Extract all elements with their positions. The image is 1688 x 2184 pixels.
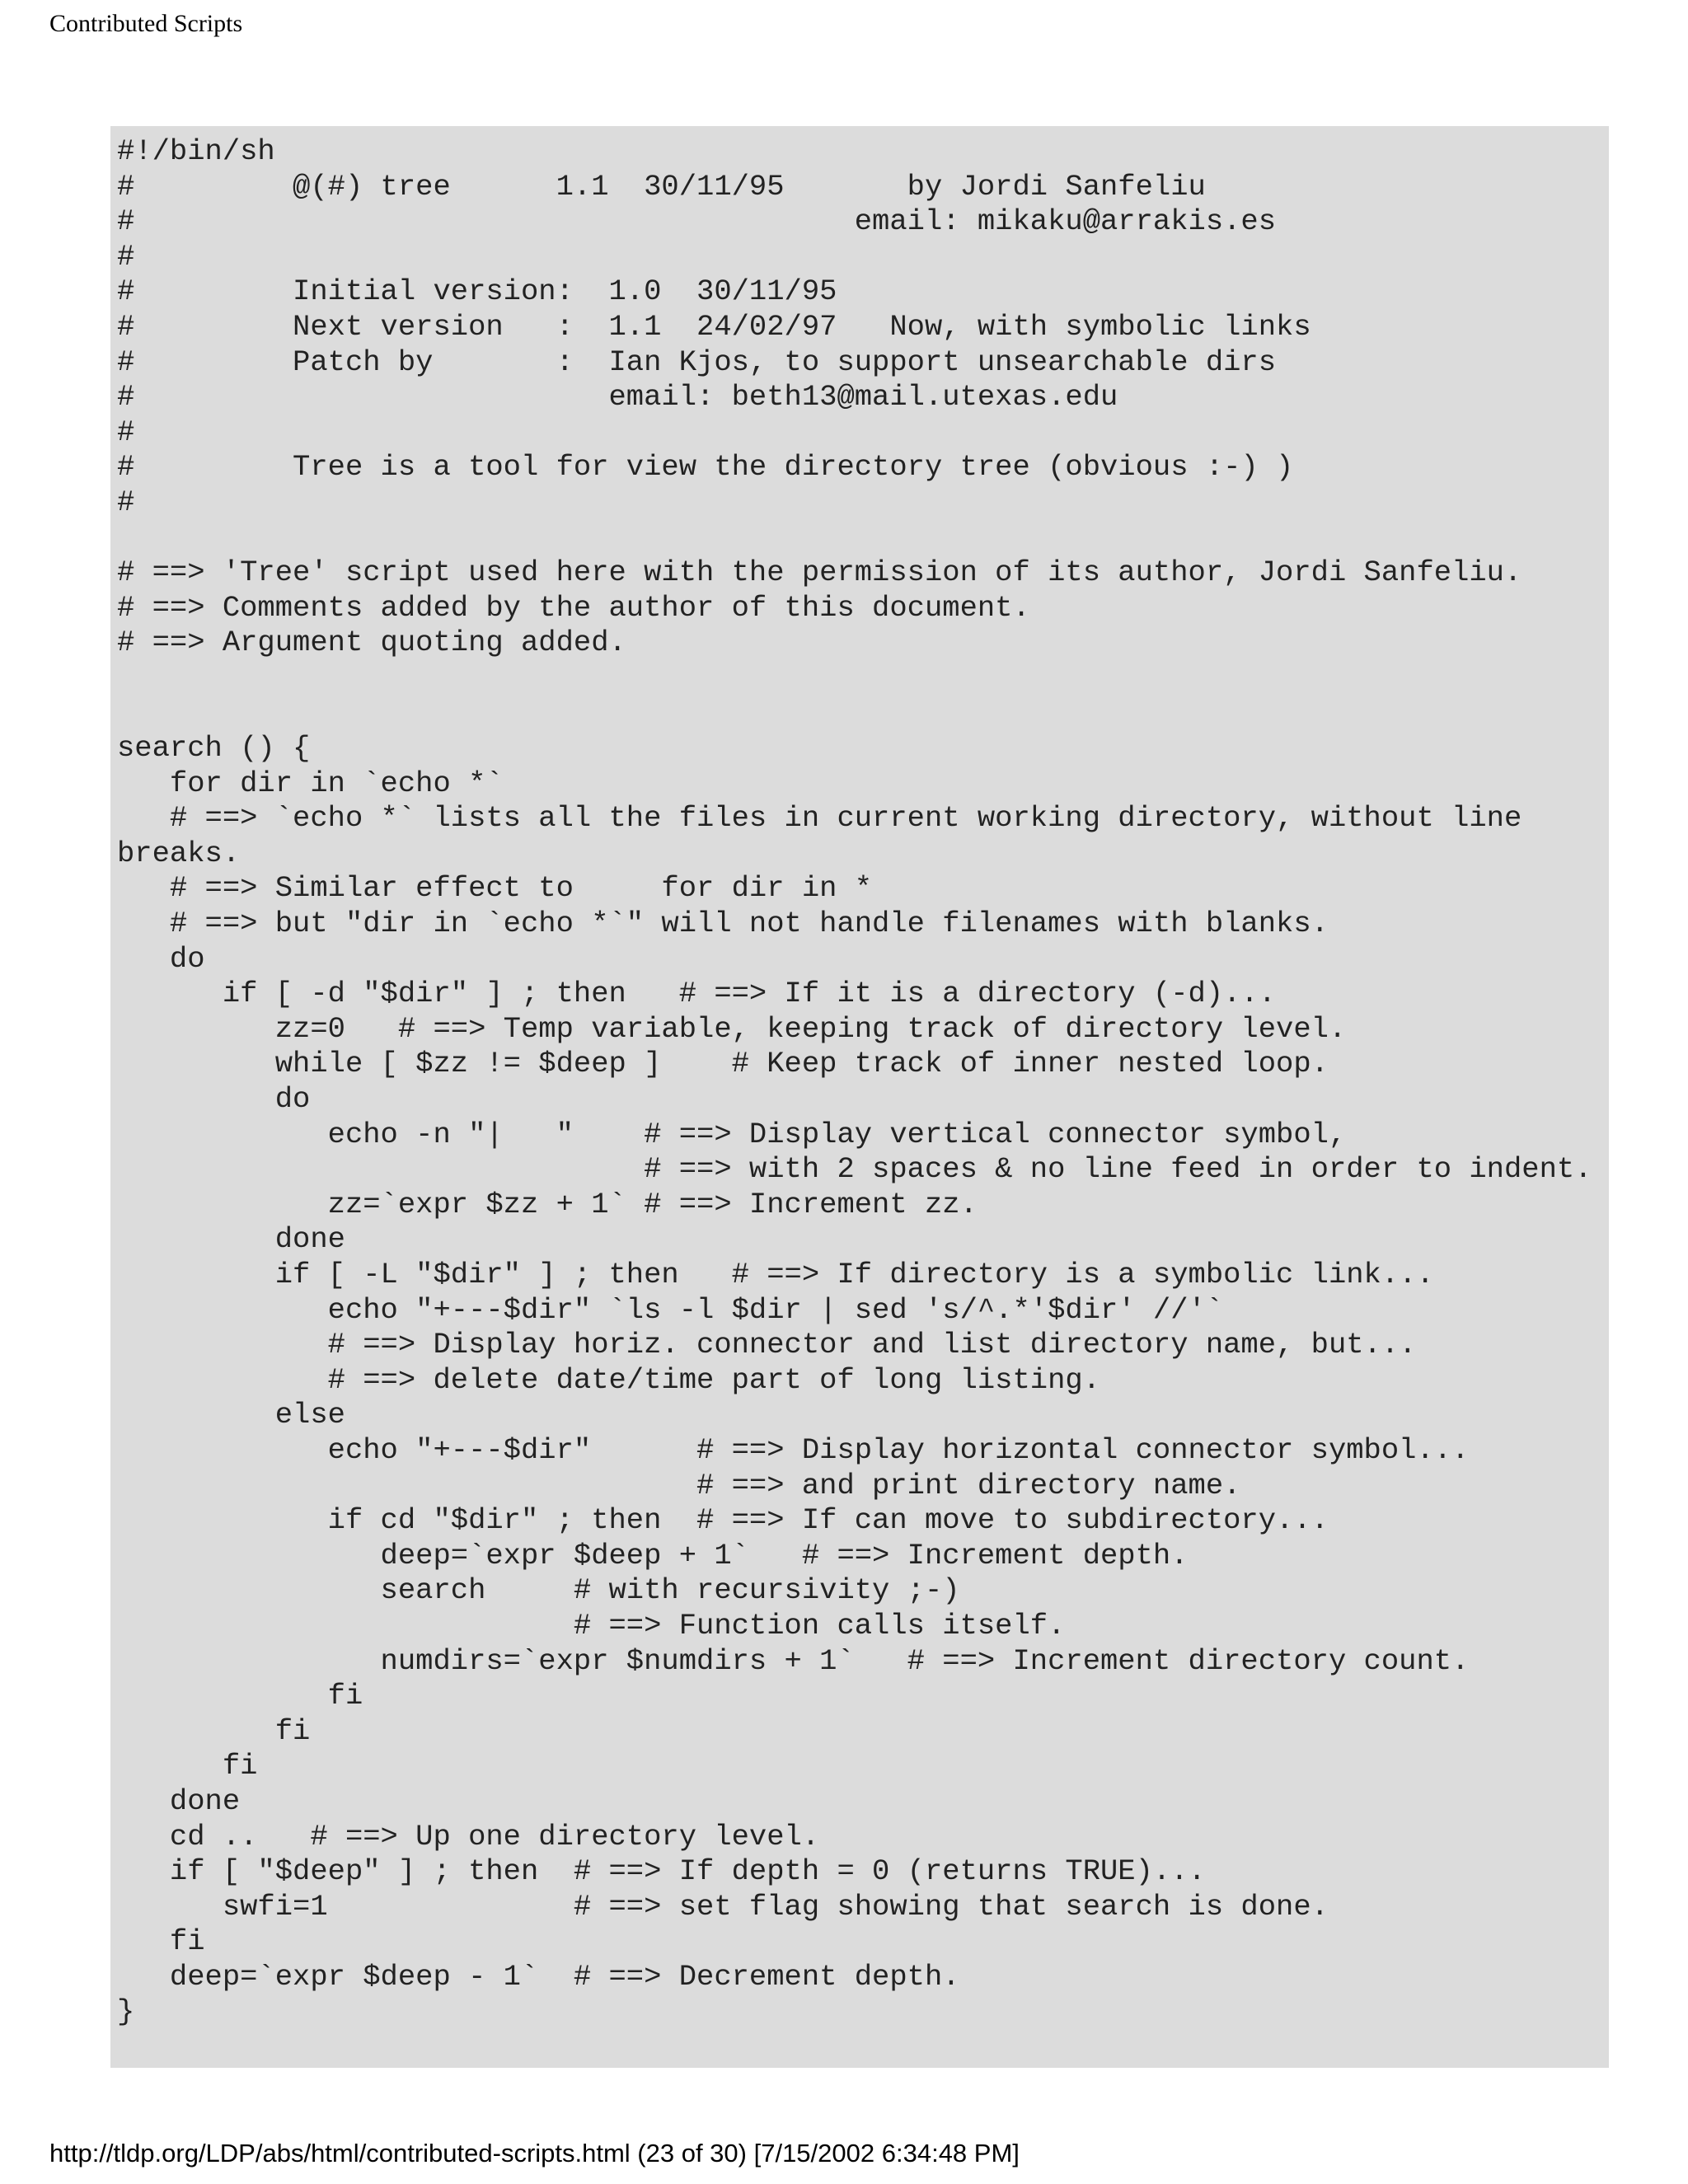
code-line: search () { (117, 731, 311, 766)
code-line: search # with recursivity ;-) (117, 1573, 960, 1608)
code-line: else (117, 1398, 345, 1432)
code-line: # ==> Similar effect to for dir in * (117, 871, 873, 906)
code-line: done (117, 1783, 241, 1818)
code-line: zz=`expr $zz + 1` # ==> Increment zz. (117, 1187, 978, 1221)
code-line: # ==> Display horiz. connector and list directory name, but... (117, 1328, 1417, 1362)
code-line: breaks. (117, 836, 241, 870)
code-line: # email: beth13@mail.utexas.edu (117, 380, 1118, 415)
code-line: # (117, 239, 135, 274)
code-line: echo "+---$dir" `ls -l $dir | sed 's/^.*'$dir' //'` (117, 1292, 1224, 1327)
code-line: do (117, 941, 205, 976)
code-line: if [ "$deep" ] ; then # ==> If depth = 0 (returns TRUE)... (117, 1854, 1206, 1889)
code-line: fi (117, 1749, 258, 1783)
code-line: # ==> with 2 spaces & no line feed in order to indent. (117, 1152, 1592, 1187)
code-line: fi (117, 1713, 311, 1748)
code-line: deep=`expr $deep - 1` # ==> Decrement depth. (117, 1959, 960, 1994)
code-line: do (117, 1082, 311, 1117)
code-line: # email: mikaku@arrakis.es (117, 204, 1277, 239)
code-line: # Patch by : Ian Kjos, to support unsearchable dirs (117, 344, 1277, 379)
code-line (117, 696, 1609, 732)
code-line: fi (117, 1679, 363, 1713)
code-line: # ==> 'Tree' script used here with the permission of its author, Jordi Sanfeliu. (117, 555, 1522, 590)
code-line: # ==> Argument quoting added. (117, 626, 626, 660)
code-line: while [ $zz != $deep ] # Keep track of inner nested loop. (117, 1047, 1329, 1081)
code-line: zz=0 # ==> Temp variable, keeping track of directory level. (117, 1011, 1347, 1046)
code-line: # @(#) tree 1.1 30/11/95 by Jordi Sanfeliu (117, 169, 1206, 204)
code-line: # (117, 485, 135, 519)
code-line: if [ -L "$dir" ] ; then # ==> If directory is a symbolic link... (117, 1258, 1434, 1291)
code-line: if [ -d "$dir" ] ; then # ==> If it is a directory (-d)... (117, 977, 1277, 1011)
code-line: # Tree is a tool for view the directory tree (obvious :-) ) (117, 450, 1294, 485)
code-line (117, 521, 1609, 556)
code-line: done (117, 1222, 345, 1257)
code-line: } (117, 1994, 135, 2029)
code-line: # Next version : 1.1 24/02/97 Now, with symbolic links (117, 309, 1311, 344)
code-line: echo -n "| " # ==> Display vertical connector symbol, (117, 1117, 1347, 1151)
page-footer-url: http://tldp.org/LDP/abs/html/contributed-scripts.html (23 of 30) [7/15/2002 6:34:48 PM] (49, 2139, 1020, 2168)
code-line: # Initial version: 1.0 30/11/95 (117, 274, 837, 309)
code-line: # ==> but "dir in `echo *`" will not handle filenames with blanks. (117, 907, 1329, 941)
code-block (110, 126, 1609, 2068)
code-line (117, 661, 1609, 696)
code-line: # ==> and print directory name. (117, 1468, 1241, 1502)
code-line: # ==> `echo *` lists all the files in current working directory, without line (117, 801, 1522, 836)
code-line: swfi=1 # ==> set flag showing that search is done. (117, 1889, 1329, 1924)
code-line: fi (117, 1924, 205, 1959)
code-line: cd .. # ==> Up one directory level. (117, 1819, 820, 1854)
code-line: deep=`expr $deep + 1` # ==> Increment depth. (117, 1538, 1189, 1572)
code-line: # (117, 415, 135, 449)
code-line: # ==> delete date/time part of long listing. (117, 1362, 1100, 1397)
page-header: Contributed Scripts (49, 10, 243, 37)
code-line: if cd "$dir" ; then # ==> If can move to subdirectory... (117, 1503, 1329, 1538)
code-line: numdirs=`expr $numdirs + 1` # ==> Increment directory count. (117, 1643, 1470, 1678)
code-line: # ==> Comments added by the author of this document. (117, 590, 1030, 625)
code-line: # ==> Function calls itself. (117, 1608, 1066, 1643)
code-line: for dir in `echo *` (117, 766, 504, 800)
code-line: #!/bin/sh (117, 134, 275, 168)
code-line: echo "+---$dir" # ==> Display horizontal connector symbol... (117, 1432, 1470, 1467)
